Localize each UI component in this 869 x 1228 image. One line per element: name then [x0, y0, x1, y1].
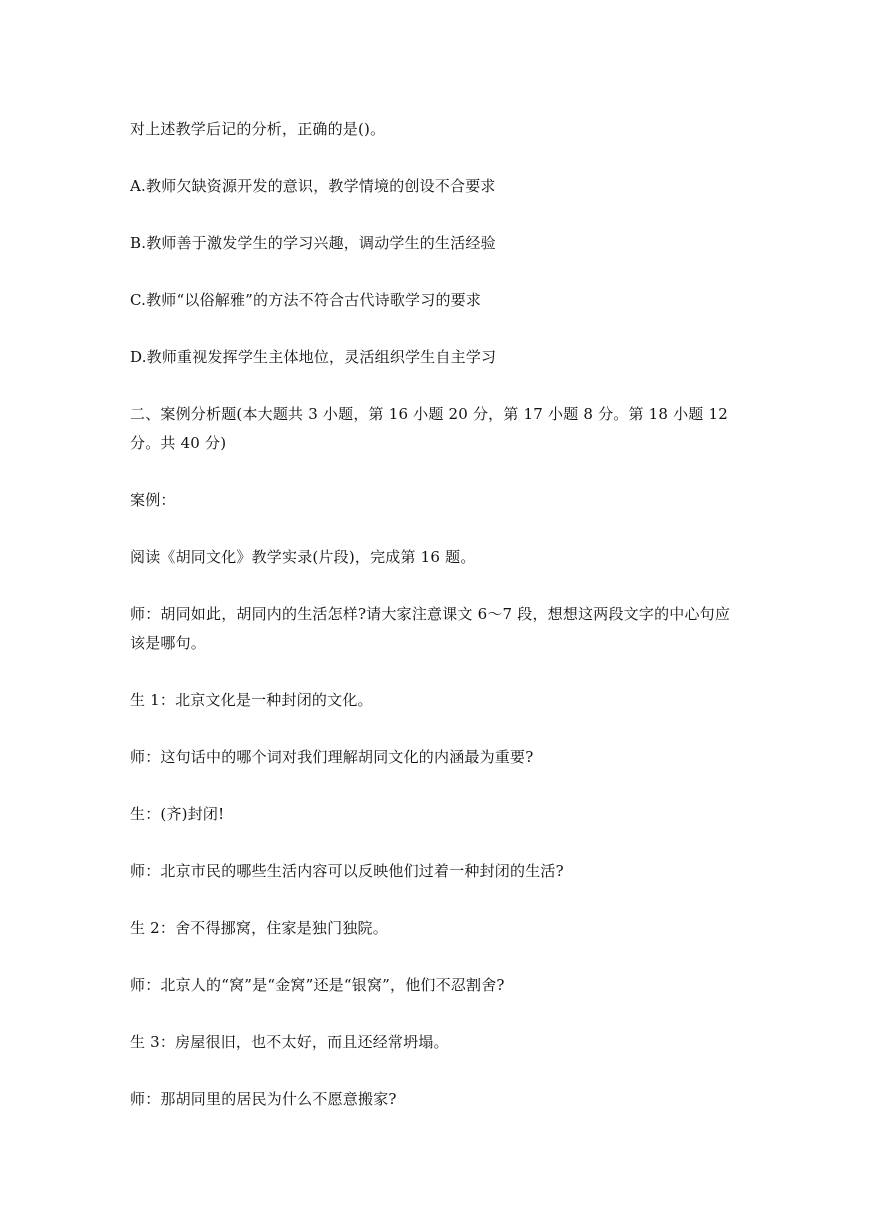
question-stem: 对上述教学后记的分析，正确的是()。 [130, 120, 386, 138]
option-d: D.教师重视发挥学生主体地位，灵活组织学生自主学习 [130, 348, 497, 366]
option-c: C.教师“以俗解雅”的方法不符合古代诗歌学习的要求 [130, 291, 482, 309]
dialogue-line: 生 2：舍不得挪窝，住家是独门独院。 [130, 919, 388, 937]
dialogue-line: 师：北京人的“窝”是“金窝”还是“银窝”，他们不忍割舍? [130, 976, 505, 994]
dialogue-line: 师：北京市民的哪些生活内容可以反映他们过着一种封闭的生活? [130, 862, 564, 880]
dialogue-line: 生 3：房屋很旧，也不太好，而且还经常坍塌。 [130, 1033, 449, 1051]
option-a: A.教师欠缺资源开发的意识，教学情境的创设不合要求 [130, 177, 496, 195]
dialogue-line: 生：(齐)封闭! [130, 805, 225, 823]
case-intro: 阅读《胡同文化》教学实录(片段)，完成第 16 题。 [130, 548, 476, 566]
dialogue-line: 师：那胡同里的居民为什么不愿意搬家? [130, 1090, 397, 1108]
option-b: B.教师善于激发学生的学习兴趣，调动学生的生活经验 [130, 234, 496, 252]
section-heading: 二、案例分析题(本大题共 3 小题，第 16 小题 20 分，第 17 小题 8 分。第 18 小题 12 分。共 40 分) [130, 405, 728, 452]
case-label: 案例： [130, 491, 176, 509]
dialogue-line: 师：胡同如此，胡同内的生活怎样?请大家注意课文 6～7 段，想想这两段文字的中心句应该是哪句。 [130, 605, 731, 652]
dialogue-line: 师：这句话中的哪个词对我们理解胡同文化的内涵最为重要? [130, 748, 534, 766]
dialogue-line: 生 1：北京文化是一种封闭的文化。 [130, 691, 373, 709]
